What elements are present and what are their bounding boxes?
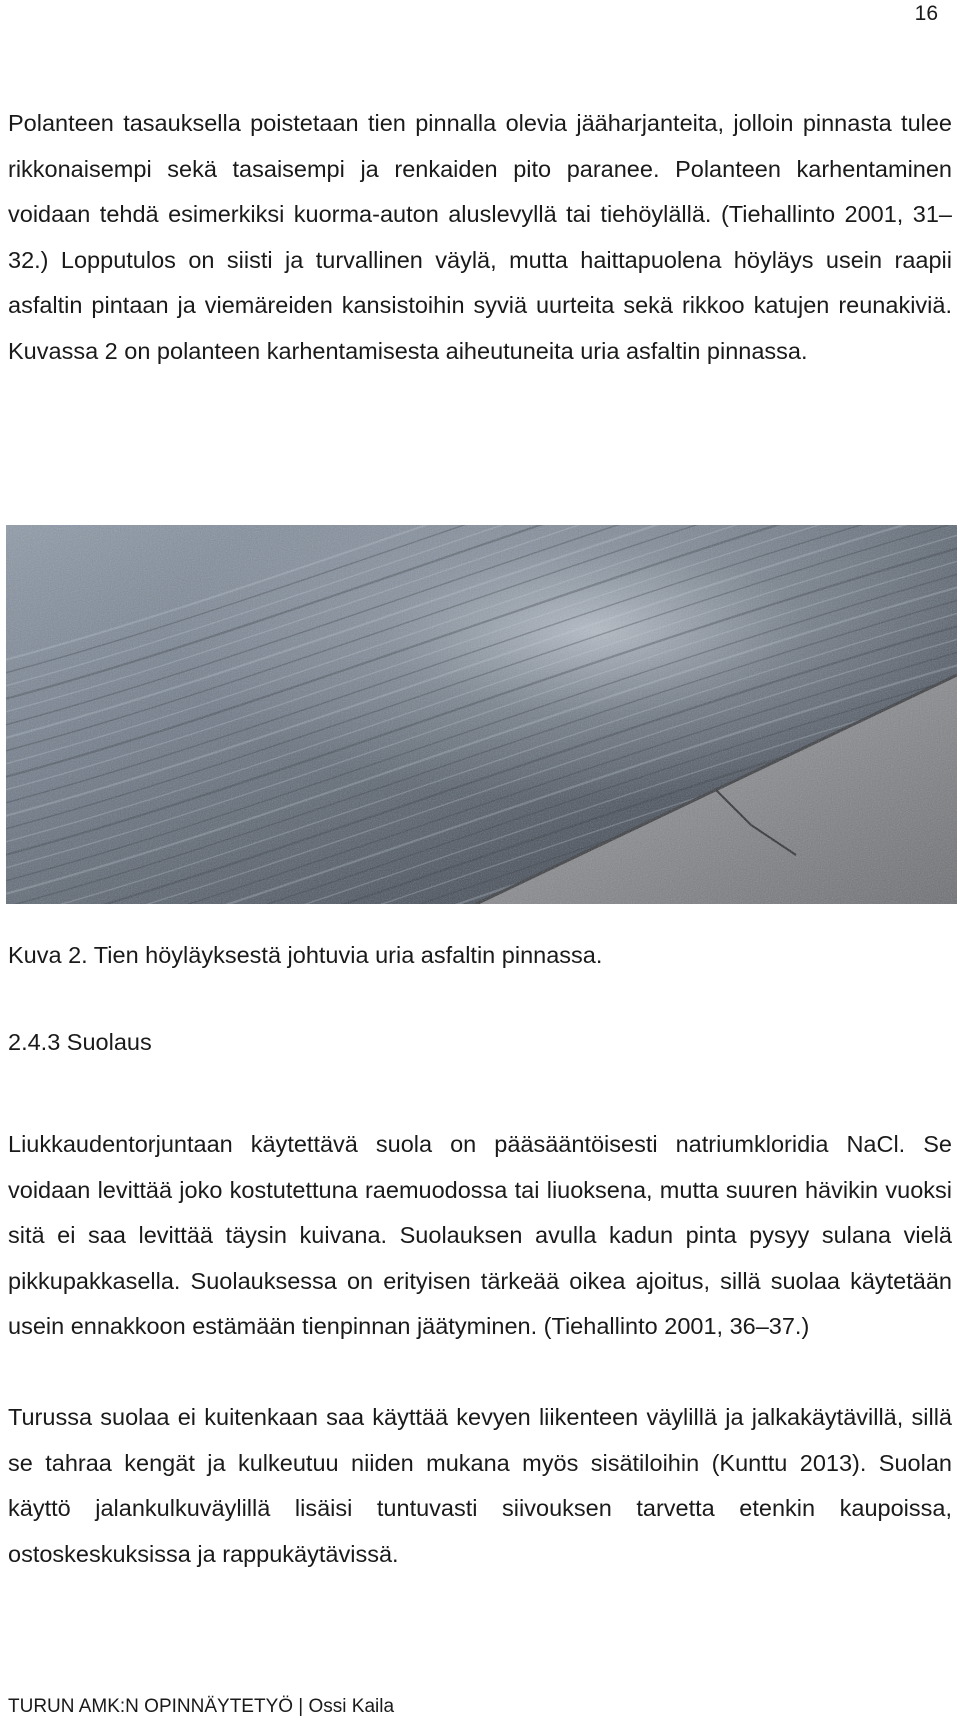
texture-grain bbox=[6, 525, 957, 904]
asphalt-photo-illustration bbox=[6, 525, 957, 904]
body-paragraph-2: Liukkaudentorjuntaan käytettävä suola on pääsääntöisesti natriumkloridia NaCl. Se voidaan levittää joko kostutettuna raemuodossa tai liuoksena, mutta suuren hävikin vuoksi sitä ei saa levittää täysin kuivana. Suolauksen avulla kadun pinta pysyy sulana vielä pikkupakkasella. Suolauksessa on erityisen tärkeää oikea ajoitus, sillä suolaa käytetään usein ennakkoon estämään tienpinnan jäätyminen. (Tiehallinto 2001, 36–37.) bbox=[8, 1131, 952, 1340]
page-number: 16 bbox=[914, 2, 938, 25]
body-paragraph-1: Polanteen tasauksella poistetaan tien pinnalla olevia jääharjanteita, jolloin pinnasta tulee rikkonaisempi sekä tasaisempi ja renkaiden pito paranee. Polanteen karhentaminen voidaan tehdä esimerkiksi kuorma-auton aluslevyllä tai tiehöylällä. (Tiehallinto 2001, 31–32.) Lopputulos on siisti ja turvallinen väylä, mutta haittapuolena höyläys usein raapii asfaltin pintaan ja viemäreiden kansistoihin syviä uurteita sekä rikkoo katujen reunakiviä. Kuvassa 2 on polanteen karhentamisesta aiheutuneita uria asfaltin pinnassa. bbox=[8, 110, 952, 364]
figure-caption: Kuva 2. Tien höyläyksestä johtuvia uria asfaltin pinnassa. bbox=[8, 942, 603, 968]
body-paragraph-3: Turussa suolaa ei kuitenkaan saa käyttää kevyen liikenteen väylillä ja jalkakäytävillä, sillä se tahraa kengät ja kulkeutuu niiden mukana myös sisätiloihin (Kunttu 2013). Suolan käyttö jalankulkuväylillä lisäisi tuntuvasti siivouksen tarvetta etenkin kaupoissa, ostoskeskuksissa ja rappukäytävissä. bbox=[8, 1404, 952, 1567]
figure-asphalt-grooves-photo bbox=[6, 525, 957, 904]
page-footer: TURUN AMK:N OPINNÄYTETYÖ | Ossi Kaila bbox=[8, 1696, 395, 1717]
section-heading: 2.4.3 Suolaus bbox=[8, 1029, 152, 1055]
